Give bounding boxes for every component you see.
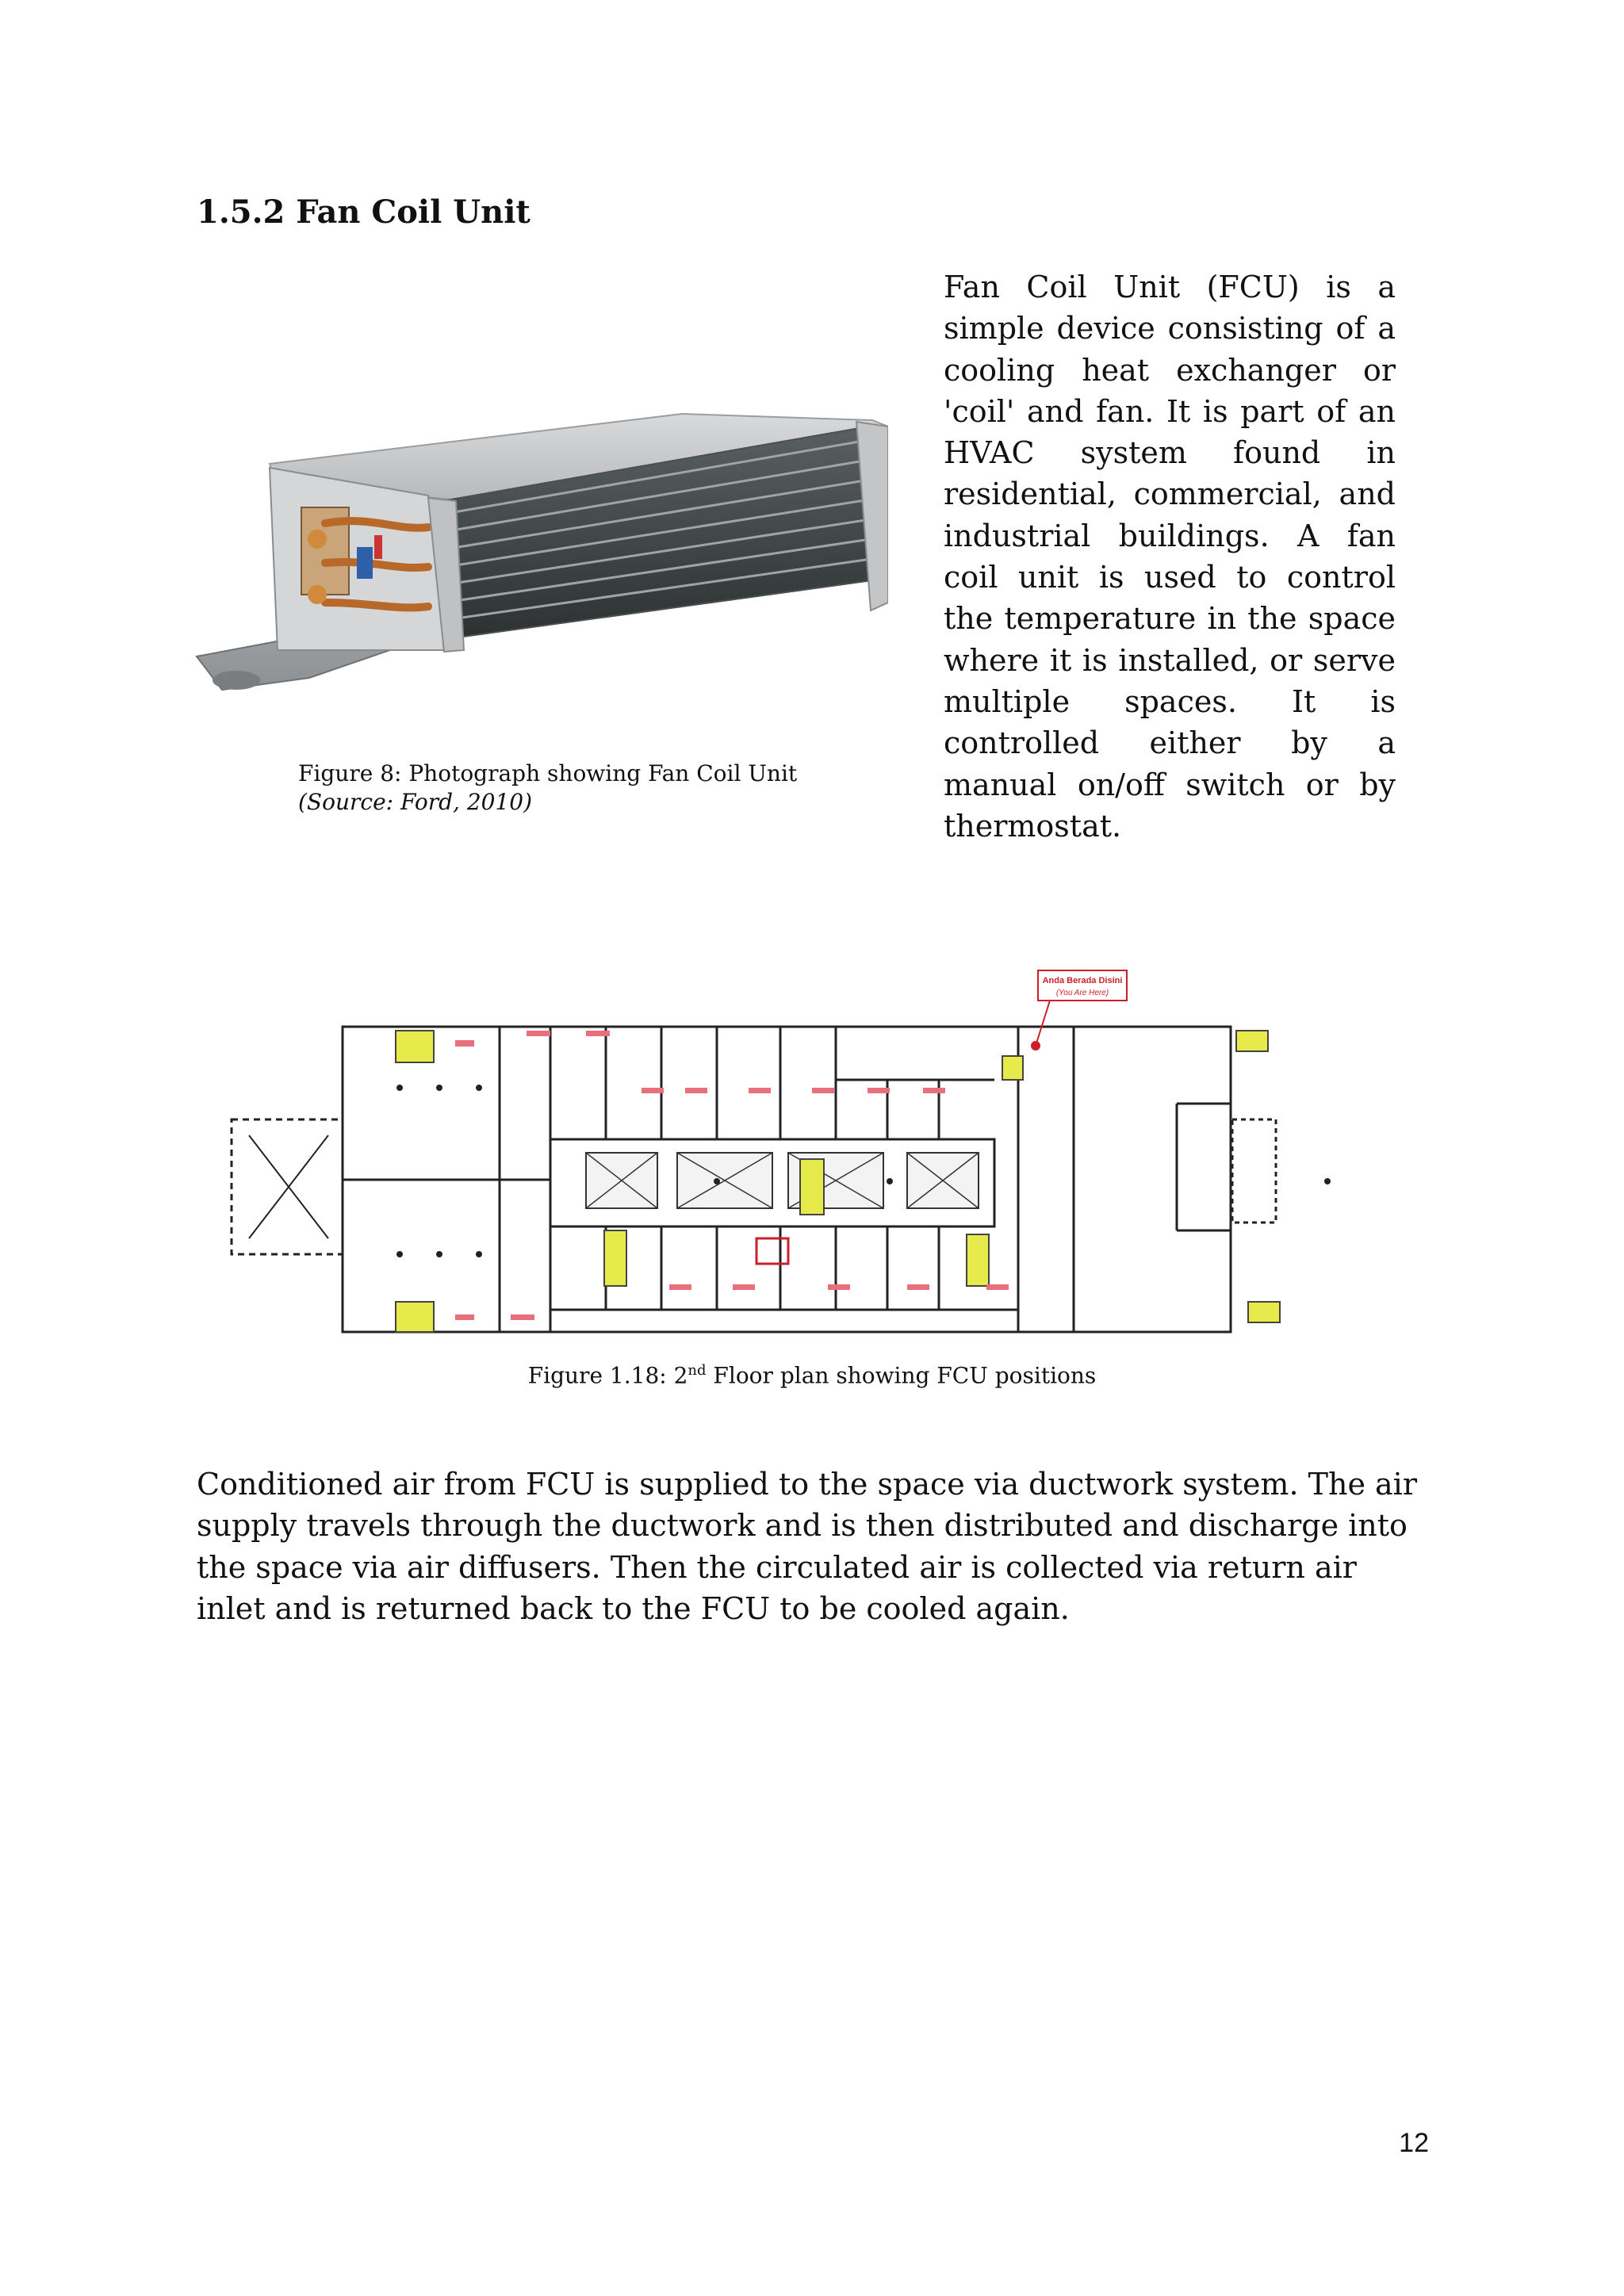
page-number: 12 — [1399, 2128, 1429, 2158]
you-are-here-callout-line1: Anda Berada Disini — [1042, 976, 1123, 985]
figure-8-caption — [298, 760, 797, 817]
figure-1-18-caption-suffix: Floor plan showing FCU positions — [706, 1362, 1097, 1389]
figure-8-source: (Source: Ford, 2010) — [298, 789, 533, 815]
body-paragraph: Conditioned air from FCU is supplied to the space via ductwork system. The air supply travels through the ductwork and is then distributed and discharge into the space via air diffusers. Then the circulated air is collected via return air inlet and is returned back to the FCU to be cooled again. — [197, 1467, 1417, 1626]
fan-coil-unit-photo — [190, 365, 888, 714]
figure-8-caption-text: Figure 8: Photograph showing Fan Coil Unit — [298, 760, 798, 786]
figure-1-18-caption-prefix: Figure 1.18: 2 — [527, 1362, 688, 1389]
floor-plan-figure — [225, 969, 1397, 1346]
section-heading: 1.5.2 Fan Coil Unit — [197, 193, 530, 231]
you-are-here-callout-line2: (You Are Here) — [1055, 989, 1109, 997]
figure-1-18-caption — [0, 1362, 1624, 1388]
figure-1-18-caption-sup: nd — [688, 1362, 707, 1379]
intro-paragraph: Fan Coil Unit (FCU) is a simple device consisting of a cooling heat exchanger or 'coil' and fan. It is part of an HVAC system found in residential, commercial, and industrial buildings. A fan coil unit is used to control the temperature in the space where it is installed, or serve multiple spaces. It is controlled either by a manual on/off switch or by thermostat. — [944, 270, 1396, 844]
